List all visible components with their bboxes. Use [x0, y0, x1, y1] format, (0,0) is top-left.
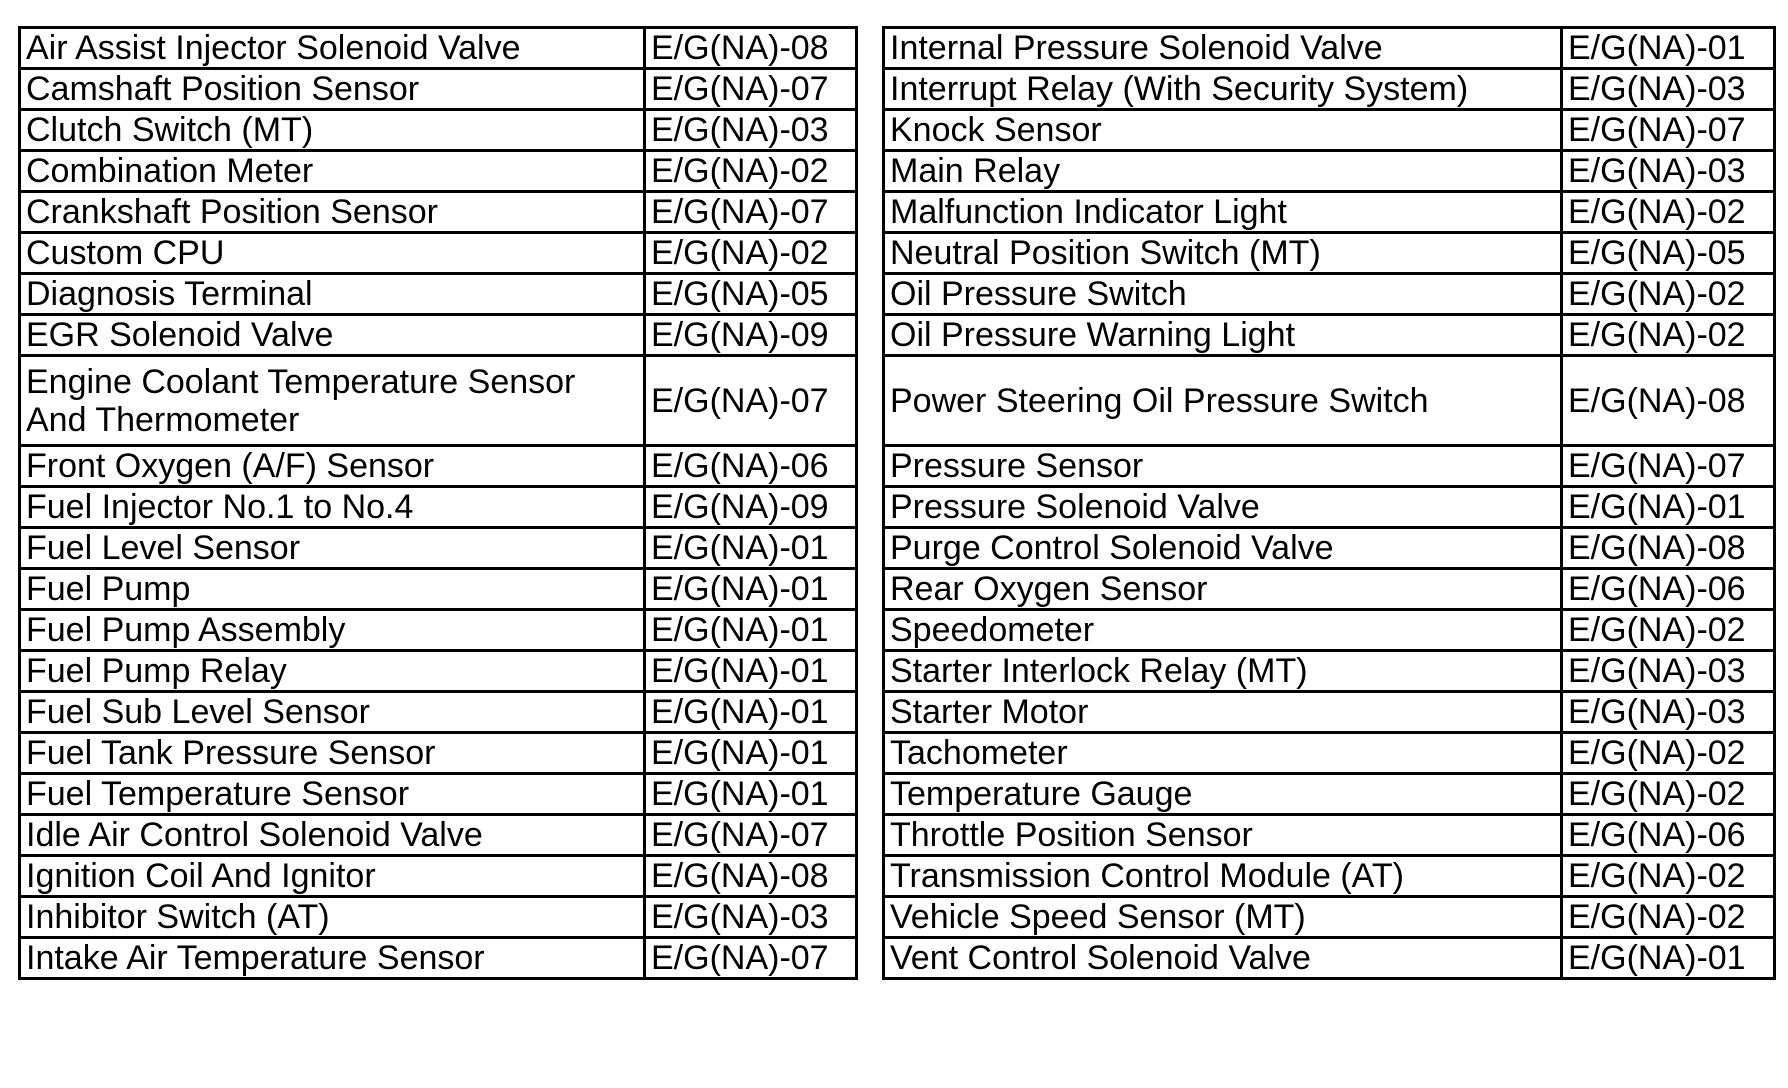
table-row [884, 356, 1775, 446]
table-row [884, 192, 1775, 233]
component-name-cell: Inhibitor Switch (AT) [20, 897, 645, 938]
table-row [20, 192, 857, 233]
component-name-cell: Pressure Solenoid Valve [884, 487, 1562, 528]
table-row [884, 610, 1775, 651]
component-name-cell: Tachometer [884, 733, 1562, 774]
component-name-cell: Rear Oxygen Sensor [884, 569, 1562, 610]
table-row [20, 28, 857, 69]
diagram-code-cell: E/G(NA)-08 [645, 28, 857, 69]
diagram-code-cell: E/G(NA)-02 [1562, 610, 1775, 651]
table-row [884, 692, 1775, 733]
component-name-cell: Transmission Control Module (AT) [884, 856, 1562, 897]
table-row [884, 315, 1775, 356]
diagram-code-cell: E/G(NA)-03 [1562, 692, 1775, 733]
diagram-code-cell: E/G(NA)-07 [1562, 110, 1775, 151]
component-name-cell: Combination Meter [20, 151, 645, 192]
diagram-code-cell: E/G(NA)-08 [645, 856, 857, 897]
table-row [884, 651, 1775, 692]
diagram-code-cell: E/G(NA)-03 [1562, 69, 1775, 110]
component-name-cell: Malfunction Indicator Light [884, 192, 1562, 233]
table-row [884, 151, 1775, 192]
component-name-cell: Main Relay [884, 151, 1562, 192]
diagram-code-cell: E/G(NA)-07 [645, 69, 857, 110]
component-name-cell: Crankshaft Position Sensor [20, 192, 645, 233]
component-name-cell: Oil Pressure Switch [884, 274, 1562, 315]
table-row [884, 446, 1775, 487]
table-row [20, 856, 857, 897]
diagram-code-cell: E/G(NA)-03 [1562, 651, 1775, 692]
table-row [20, 897, 857, 938]
diagram-code-cell: E/G(NA)-02 [1562, 733, 1775, 774]
diagram-code-cell: E/G(NA)-02 [1562, 774, 1775, 815]
table-row [20, 610, 857, 651]
component-name-cell: Idle Air Control Solenoid Valve [20, 815, 645, 856]
table-row [884, 28, 1775, 69]
diagram-code-cell: E/G(NA)-01 [1562, 487, 1775, 528]
diagram-code-cell: E/G(NA)-08 [1562, 528, 1775, 569]
table-row [884, 815, 1775, 856]
component-index-table-right [882, 26, 1776, 980]
component-name-cell: Temperature Gauge [884, 774, 1562, 815]
component-name-cell: Power Steering Oil Pressure Switch [884, 356, 1562, 446]
component-name-cell: Fuel Pump Relay [20, 651, 645, 692]
diagram-code-cell: E/G(NA)-07 [645, 356, 857, 446]
component-name-cell: Fuel Pump [20, 569, 645, 610]
table-row [20, 528, 857, 569]
diagram-code-cell: E/G(NA)-01 [1562, 28, 1775, 69]
diagram-code-cell: E/G(NA)-02 [1562, 192, 1775, 233]
component-index-table-left [18, 26, 858, 980]
component-name-cell: Internal Pressure Solenoid Valve [884, 28, 1562, 69]
table-row [20, 233, 857, 274]
component-name-cell: Diagnosis Terminal [20, 274, 645, 315]
component-name-cell: Oil Pressure Warning Light [884, 315, 1562, 356]
component-name-cell: Clutch Switch (MT) [20, 110, 645, 151]
component-name-cell: EGR Solenoid Valve [20, 315, 645, 356]
diagram-code-cell: E/G(NA)-02 [1562, 274, 1775, 315]
table-row [884, 69, 1775, 110]
diagram-code-cell: E/G(NA)-01 [645, 651, 857, 692]
component-name-cell: Fuel Tank Pressure Sensor [20, 733, 645, 774]
diagram-code-cell: E/G(NA)-03 [645, 110, 857, 151]
table-row [20, 274, 857, 315]
table-row [884, 274, 1775, 315]
component-name-cell: Ignition Coil And Ignitor [20, 856, 645, 897]
component-name-cell: Speedometer [884, 610, 1562, 651]
table-row [20, 815, 857, 856]
table-row [20, 69, 857, 110]
diagram-code-cell: E/G(NA)-05 [1562, 233, 1775, 274]
diagram-code-cell: E/G(NA)-01 [645, 610, 857, 651]
diagram-code-cell: E/G(NA)-01 [1562, 938, 1775, 979]
table-row [20, 356, 857, 446]
component-name-cell: Starter Motor [884, 692, 1562, 733]
component-name-cell: Interrupt Relay (With Security System) [884, 69, 1562, 110]
table-row [884, 110, 1775, 151]
component-name-cell: Custom CPU [20, 233, 645, 274]
component-name-cell: Front Oxygen (A/F) Sensor [20, 446, 645, 487]
table-row [20, 774, 857, 815]
diagram-code-cell: E/G(NA)-07 [645, 815, 857, 856]
component-name-cell: Fuel Level Sensor [20, 528, 645, 569]
component-name-cell: Fuel Temperature Sensor [20, 774, 645, 815]
component-name-cell: Intake Air Temperature Sensor [20, 938, 645, 979]
table-row [20, 651, 857, 692]
table-row [884, 528, 1775, 569]
component-name-cell: Starter Interlock Relay (MT) [884, 651, 1562, 692]
table-row [884, 856, 1775, 897]
diagram-code-cell: E/G(NA)-02 [645, 151, 857, 192]
diagram-code-cell: E/G(NA)-02 [1562, 897, 1775, 938]
diagram-code-cell: E/G(NA)-01 [645, 528, 857, 569]
component-name-cell: Knock Sensor [884, 110, 1562, 151]
table-body [884, 28, 1775, 979]
component-name-cell: Camshaft Position Sensor [20, 69, 645, 110]
diagram-code-cell: E/G(NA)-08 [1562, 356, 1775, 446]
table-row [884, 487, 1775, 528]
table-row [20, 487, 857, 528]
table-row [20, 733, 857, 774]
table-row [20, 938, 857, 979]
component-name-cell: Neutral Position Switch (MT) [884, 233, 1562, 274]
table-row [20, 151, 857, 192]
diagram-code-cell: E/G(NA)-02 [1562, 315, 1775, 356]
diagram-code-cell: E/G(NA)-03 [645, 897, 857, 938]
component-name-cell: Pressure Sensor [884, 446, 1562, 487]
diagram-code-cell: E/G(NA)-01 [645, 569, 857, 610]
table-body [20, 28, 857, 979]
component-name-cell: Vent Control Solenoid Valve [884, 938, 1562, 979]
diagram-code-cell: E/G(NA)-07 [645, 192, 857, 233]
component-name-cell: Fuel Injector No.1 to No.4 [20, 487, 645, 528]
diagram-code-cell: E/G(NA)-05 [645, 274, 857, 315]
table-row [884, 938, 1775, 979]
diagram-code-cell: E/G(NA)-01 [645, 774, 857, 815]
diagram-code-cell: E/G(NA)-07 [645, 938, 857, 979]
table-row [884, 569, 1775, 610]
diagram-code-cell: E/G(NA)-01 [645, 692, 857, 733]
table-row [884, 733, 1775, 774]
diagram-code-cell: E/G(NA)-01 [645, 733, 857, 774]
table-row [20, 110, 857, 151]
component-index [18, 26, 1776, 980]
component-name-cell: Throttle Position Sensor [884, 815, 1562, 856]
component-name-cell: Purge Control Solenoid Valve [884, 528, 1562, 569]
table-row [20, 315, 857, 356]
component-name-cell: Fuel Pump Assembly [20, 610, 645, 651]
table-row [20, 446, 857, 487]
table-row [884, 774, 1775, 815]
table-row [20, 569, 857, 610]
diagram-code-cell: E/G(NA)-06 [1562, 569, 1775, 610]
component-name-cell: Fuel Sub Level Sensor [20, 692, 645, 733]
diagram-code-cell: E/G(NA)-03 [1562, 151, 1775, 192]
diagram-code-cell: E/G(NA)-09 [645, 487, 857, 528]
diagram-code-cell: E/G(NA)-02 [1562, 856, 1775, 897]
diagram-code-cell: E/G(NA)-02 [645, 233, 857, 274]
diagram-code-cell: E/G(NA)-06 [645, 446, 857, 487]
component-name-cell: Engine Coolant Temperature Sensor And Thermometer [20, 356, 645, 446]
diagram-code-cell: E/G(NA)-09 [645, 315, 857, 356]
diagram-code-cell: E/G(NA)-07 [1562, 446, 1775, 487]
table-row [20, 692, 857, 733]
table-row [884, 233, 1775, 274]
component-name-cell: Air Assist Injector Solenoid Valve [20, 28, 645, 69]
component-name-cell: Vehicle Speed Sensor (MT) [884, 897, 1562, 938]
diagram-code-cell: E/G(NA)-06 [1562, 815, 1775, 856]
table-row [884, 897, 1775, 938]
